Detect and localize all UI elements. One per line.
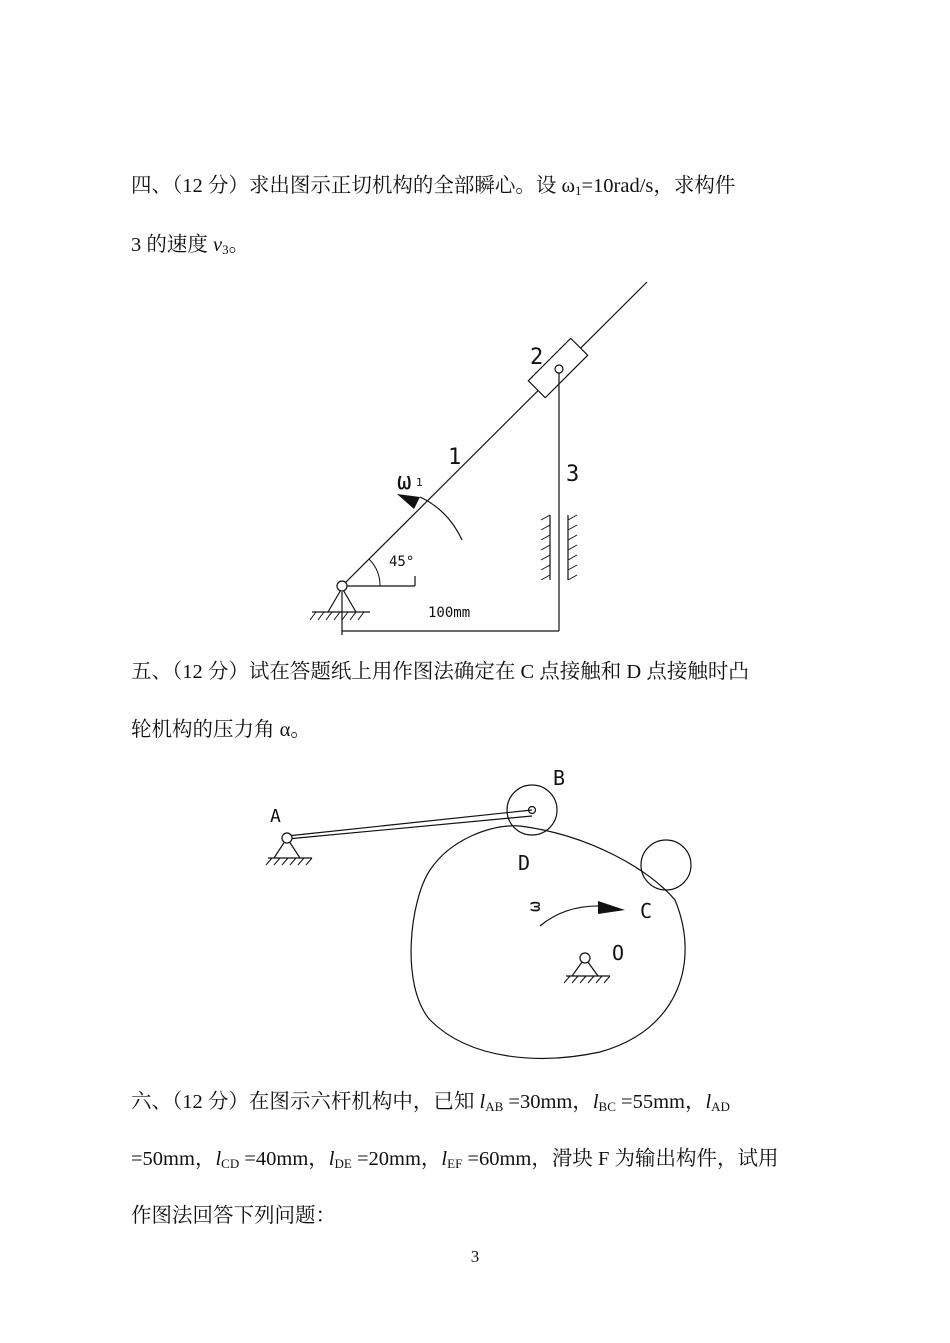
q6-line-1: 六、（12 分）在图示六杆机构中，已知 $l_{AB} =30mm$，$l_{BC} =55mm$，$l_{AD}$ (131, 1091, 730, 1114)
omega-sub: 1 (416, 476, 423, 489)
cam-omega-arrow (598, 901, 625, 914)
q6-line-2: =50mm，$l_{CD} =40mm$，$l_{DE} =20mm$，$l_{EF} =60mm$，滑块 F 为输出构件，试用 (131, 1148, 779, 1171)
label-b: B (553, 766, 566, 790)
arm-ab-upper (287, 810, 532, 836)
label-3: 3 (566, 462, 580, 487)
cam-omega-arc (540, 906, 602, 926)
cam-omega-label: ω (524, 901, 545, 912)
q4-line-2: 3 的速度 $v_3$。 (131, 234, 250, 257)
q5-line-1: 五、（12 分）试在答题纸上用作图法确定在 C 点接触和 D 点接触时凸 (131, 661, 749, 683)
page-number: 3 (470, 1247, 480, 1266)
label-a: A (270, 806, 281, 827)
angle-label: 45° (389, 554, 415, 570)
pivot-o (580, 953, 590, 963)
label-d: D (518, 851, 531, 875)
roller-c (641, 840, 691, 890)
label-c: C (640, 899, 653, 923)
q4-line-1: 四、（12 分）求出图示正切机构的全部瞬心。设 $\omega_1=10rad/s$，求构件 (131, 175, 736, 198)
label-1: 1 (448, 445, 462, 470)
label-o: O (612, 941, 625, 965)
omega-label: ω (397, 467, 412, 495)
q5-line-2: 轮机构的压力角 α。 (131, 719, 311, 741)
pivot-a (282, 833, 292, 843)
label-2: 2 (530, 345, 544, 370)
dimension-label: 100mm (428, 605, 471, 621)
cam-profile (411, 826, 685, 1059)
q6-line-3: 作图法回答下列问题： (131, 1205, 336, 1227)
